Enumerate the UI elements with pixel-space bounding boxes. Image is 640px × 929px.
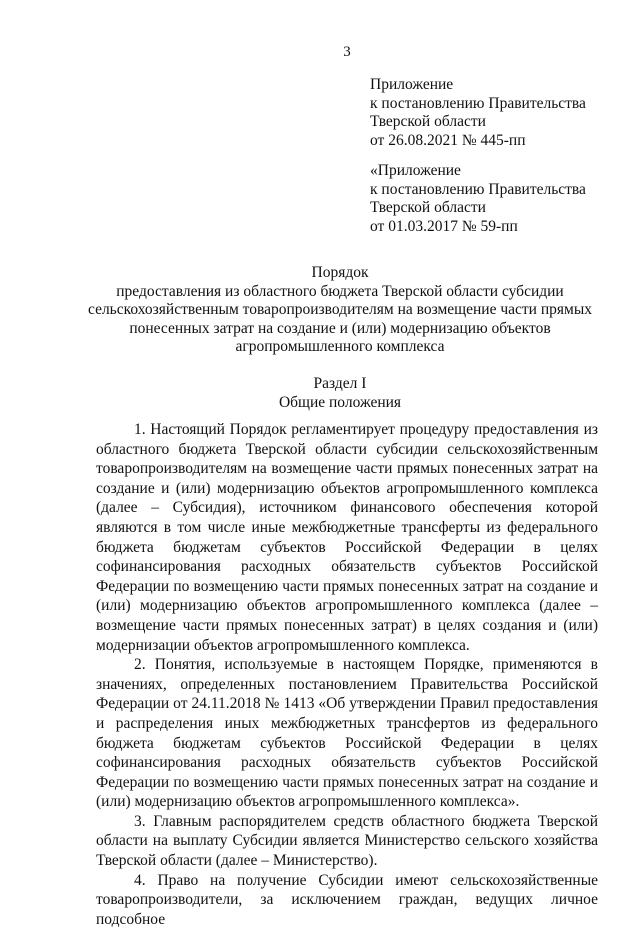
title-line: агропромышленного комплекса [235,338,445,355]
paragraph: 2. Понятия, используемые в настоящем Порядке, применяются в значениях, определенных постановлением Правительства Российской Федерации от 24.11.2018 № 1413 «Об утверждении Правил предоставления и распределения иных межбюджетных трансфертов из федерального бюджета бюджетам субъектов Российской Федерации в целях софинансирования расходных обязательств субъектов Российской Федерации по возмещению части прямых понесенных затрат на создание и (или) модернизацию объектов агропромышленного комплекса». [96,656,598,811]
annex-line: Тверской области [370,113,486,130]
page-number: 3 [343,44,351,60]
paragraph: 4. Право на получение Субсидии имеют сельскохозяйственные товаропроизводители, за исключением граждан, ведущих личное подсобное [96,871,598,928]
annex-line: к постановлению Правительства [370,180,586,198]
annex-line: Приложение [370,76,454,93]
title-line: предоставления из областного бюджета Тверской области субсидии [116,282,564,300]
paragraph: 3. Главным распорядителем средств областного бюджета Тверской области на выплату Субсидии является Министерство сельского хозяйства Тверской области (далее – Министерство). [96,812,598,870]
paragraph: 1. Настоящий Порядок регламентирует процедуру предоставления из областного бюджета Тверской области субсидии сельскохозяйственным товаропроизводителям на возмещение части прямых понесенных затрат на создание и (или) модернизацию объектов агропромышленного комплекса (далее – Субсидия), источником финансового обеспечения которой являются в том числе иные межбюджетные трансферты из федерального бюджета бюджетам субъектов Российской Федерации в целях софинансирования расходных обязательств субъектов Российской Федерации по возмещению части прямых понесенных затрат на создание и (или) модернизацию объектов агропромышленного комплекса (далее – возмещение части прямых понесенных затрат) в целях создания и (или) модернизации объектов агропромышленного комплекса. [96,421,598,654]
annex-header-current [370,76,586,150]
section-number: Раздел I [313,375,367,392]
title-line: Порядок [311,264,369,281]
annex-line: «Приложение [370,162,461,179]
annex-header-original [370,162,586,236]
annex-date-number: от 01.03.2017 № 59-пп [370,217,518,235]
annex-line: Тверской области [370,199,486,216]
title-line: сельскохозяйственным товаропроизводителям на возмещение части прямых [88,301,592,318]
section-heading [70,374,610,412]
annex-date-number: от 26.08.2021 № 445-пп [370,131,526,149]
title-line: понесенных затрат на создание и (или) модернизацию объектов [129,319,551,337]
document-title [70,264,610,357]
section-name: Общие положения [278,394,402,411]
body-text [96,420,598,929]
annex-line: к постановлению Правительства [370,94,586,112]
